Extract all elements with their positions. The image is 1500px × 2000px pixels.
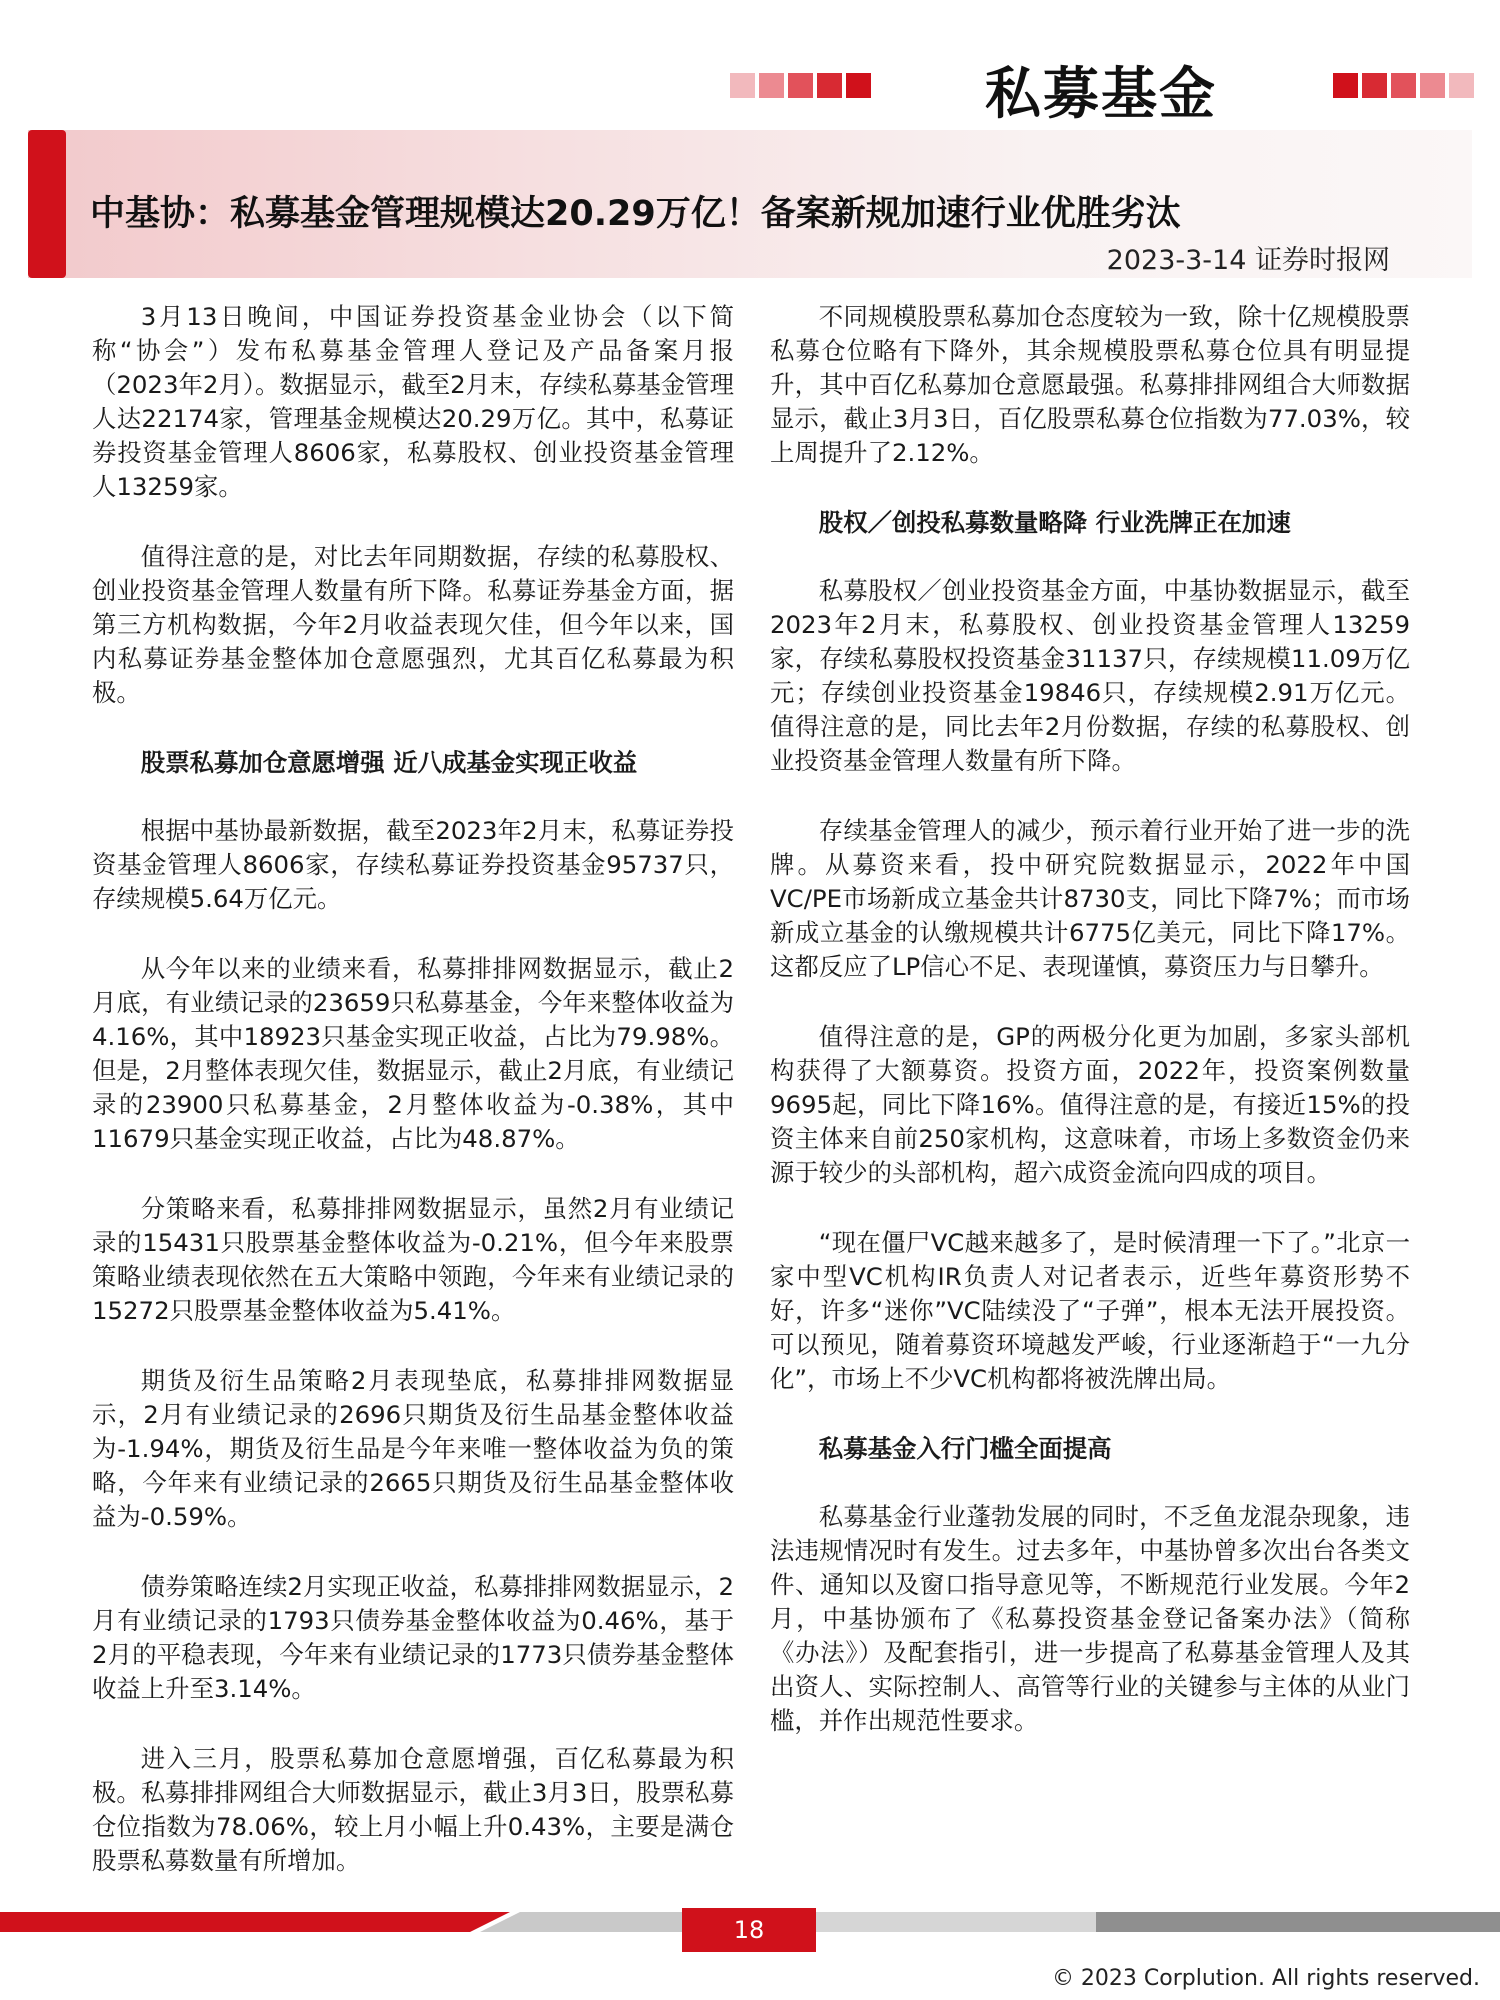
header-left-square <box>788 73 813 98</box>
copyright-text: © 2023 Corplution. All rights reserved. <box>1051 1966 1480 1991</box>
body-paragraph: 期货及衍生品策略2月表现垫底，私募排排网数据显示，2月有业绩记录的2696只期货及衍生品基金整体收益为-1.94%，期货及衍生品是今年来唯一整体收益为负的策略，今年来有业绩记录的2665只期货及衍生品基金整体收益为-0.59%。 <box>92 1366 734 1531</box>
footer-gray-stripe-mid <box>816 1912 1096 1932</box>
header-right-squares <box>1333 73 1474 98</box>
header-left-square <box>730 73 755 98</box>
section-title: 私募基金 <box>985 62 1217 127</box>
body-paragraph: 值得注意的是，对比去年同期数据，存续的私募股权、创业投资基金管理人数量有所下降。私募证券基金方面，据第三方机构数据，今年2月收益表现欠佳，但今年以来，国内私募证券基金整体加仓意愿强烈，尤其百亿私募最为积极。 <box>92 542 734 707</box>
footer-gray-stripe-left <box>480 1912 682 1932</box>
header-left-square <box>817 73 842 98</box>
header-right-square <box>1420 73 1445 98</box>
title-red-tab <box>28 130 66 278</box>
body-paragraph: 从今年以来的业绩来看，私募排排网数据显示，截止2月底，有业绩记录的23659只私募基金，今年来整体收益为4.16%，其中18923只基金实现正收益，占比为79.98%。但是，2月整体表现欠佳，数据显示，截止2月底，有业绩记录的23900只私募基金，2月整体收益为-0.38%，其中11679只基金实现正收益，占比为48.87%。 <box>92 954 734 1153</box>
header-right-square <box>1333 73 1358 98</box>
body-paragraph: 债券策略连续2月实现正收益，私募排排网数据显示，2月有业绩记录的1793只债券基金整体收益为0.46%，基于2月的平稳表现，今年来有业绩记录的1773只债券基金整体收益上升至3.14%。 <box>92 1572 734 1703</box>
footer-red-stripe <box>0 1912 510 1932</box>
footer-dark-stripe <box>1096 1912 1500 1932</box>
header-left-square <box>846 73 871 98</box>
body-paragraph: 不同规模股票私募加仓态度较为一致，除十亿规模股票私募仓位略有下降外，其余规模股票私募仓位具有明显提升，其中百亿私募加仓意愿最强。私募排排网组合大师数据显示，截止3月3日，百亿股票私募仓位指数为77.03%，较上周提升了2.12%。 <box>770 302 1410 467</box>
body-paragraph: 值得注意的是，GP的两极分化更为加剧，多家头部机构获得了大额募资。投资方面，2022年，投资案例数量9695起，同比下降16%。值得注意的是，有接近15%的投资主体来自前250家机构，这意味着，市场上多数资金仍来源于较少的头部机构，超六成资金流向四成的项目。 <box>770 1022 1410 1187</box>
left-column <box>92 300 734 1914</box>
article-headline: 中基协：私募基金管理规模达20.29万亿！备案新规加速行业优胜劣汰 <box>90 194 1181 234</box>
article-dateline: 2023-3-14 证券时报网 <box>1106 245 1390 276</box>
body-paragraph: “现在僵尸VC越来越多了，是时候清理一下了。”北京一家中型VC机构IR负责人对记者表示，近些年募资形势不好，许多“迷你”VC陆续没了“子弹”，根本无法开展投资。可以预见，随着募资环境越发严峻，行业逐渐趋于“一九分化”，市场上不少VC机构都将被洗牌出局。 <box>770 1228 1410 1393</box>
body-paragraph: 3月13日晚间，中国证券投资基金业协会（以下简称“协会”）发布私募基金管理人登记及产品备案月报（2023年2月）。数据显示，截至2月末，存续私募基金管理人达22174家，管理基金规模达20.29万亿。其中，私募证券投资基金管理人8606家，私募股权、创业投资基金管理人13259家。 <box>92 302 734 501</box>
right-column <box>770 300 1410 1774</box>
header-left-squares <box>730 73 871 98</box>
section-heading: 股票私募加仓意愿增强 近八成基金实现正收益 <box>140 748 638 777</box>
body-paragraph: 分策略来看，私募排排网数据显示，虽然2月有业绩记录的15431只股票基金整体收益为-0.21%，但今年来股票策略业绩表现依然在五大策略中领跑，今年来有业绩记录的15272只股票基金整体收益为5.41%。 <box>92 1194 734 1325</box>
section-heading: 私募基金入行门槛全面提高 <box>818 1434 1112 1463</box>
header-left-square <box>759 73 784 98</box>
body-paragraph: 根据中基协最新数据，截至2023年2月末，私募证券投资基金管理人8606家，存续私募证券投资基金95737只，存续规模5.64万亿元。 <box>92 816 734 913</box>
header-right-square <box>1362 73 1387 98</box>
body-paragraph: 进入三月，股票私募加仓意愿增强，百亿私募最为积极。私募排排网组合大师数据显示，截止3月3日，股票私募仓位指数为78.06%，较上月小幅上升0.43%，主要是满仓股票私募数量有所增加。 <box>92 1744 734 1875</box>
header-right-square <box>1449 73 1474 98</box>
header-right-square <box>1391 73 1416 98</box>
body-paragraph: 私募基金行业蓬勃发展的同时，不乏鱼龙混杂现象，违法违规情况时有发生。过去多年，中基协曾多次出台各类文件、通知以及窗口指导意见等，不断规范行业发展。今年2月，中基协颁布了《私募投资基金登记备案办法》（简称《办法》）及配套指引，进一步提高了私募基金管理人及其出资人、实际控制人、高管等行业的关键参与主体的从业门槛，并作出规范性要求。 <box>770 1502 1410 1735</box>
body-paragraph: 存续基金管理人的减少，预示着行业开始了进一步的洗牌。从募资来看，投中研究院数据显示，2022年中国VC/PE市场新成立基金共计8730支，同比下降7%；而市场新成立基金的认缴规模共计6775亿美元，同比下降17%。这都反应了LP信心不足、表现谨慎，募资压力与日攀升。 <box>770 816 1410 981</box>
body-paragraph: 私募股权／创业投资基金方面，中基协数据显示，截至2023年2月末，私募股权、创业投资基金管理人13259家，存续私募股权投资基金31137只，存续规模11.09万亿元；存续创业投资基金19846只，存续规模2.91万亿元。值得注意的是，同比去年2月份数据，存续的私募股权、创业投资基金管理人数量有所下降。 <box>770 576 1410 775</box>
section-heading: 股权／创投私募数量略降 行业洗牌正在加速 <box>818 508 1291 537</box>
page-number: 18 <box>682 1908 816 1952</box>
